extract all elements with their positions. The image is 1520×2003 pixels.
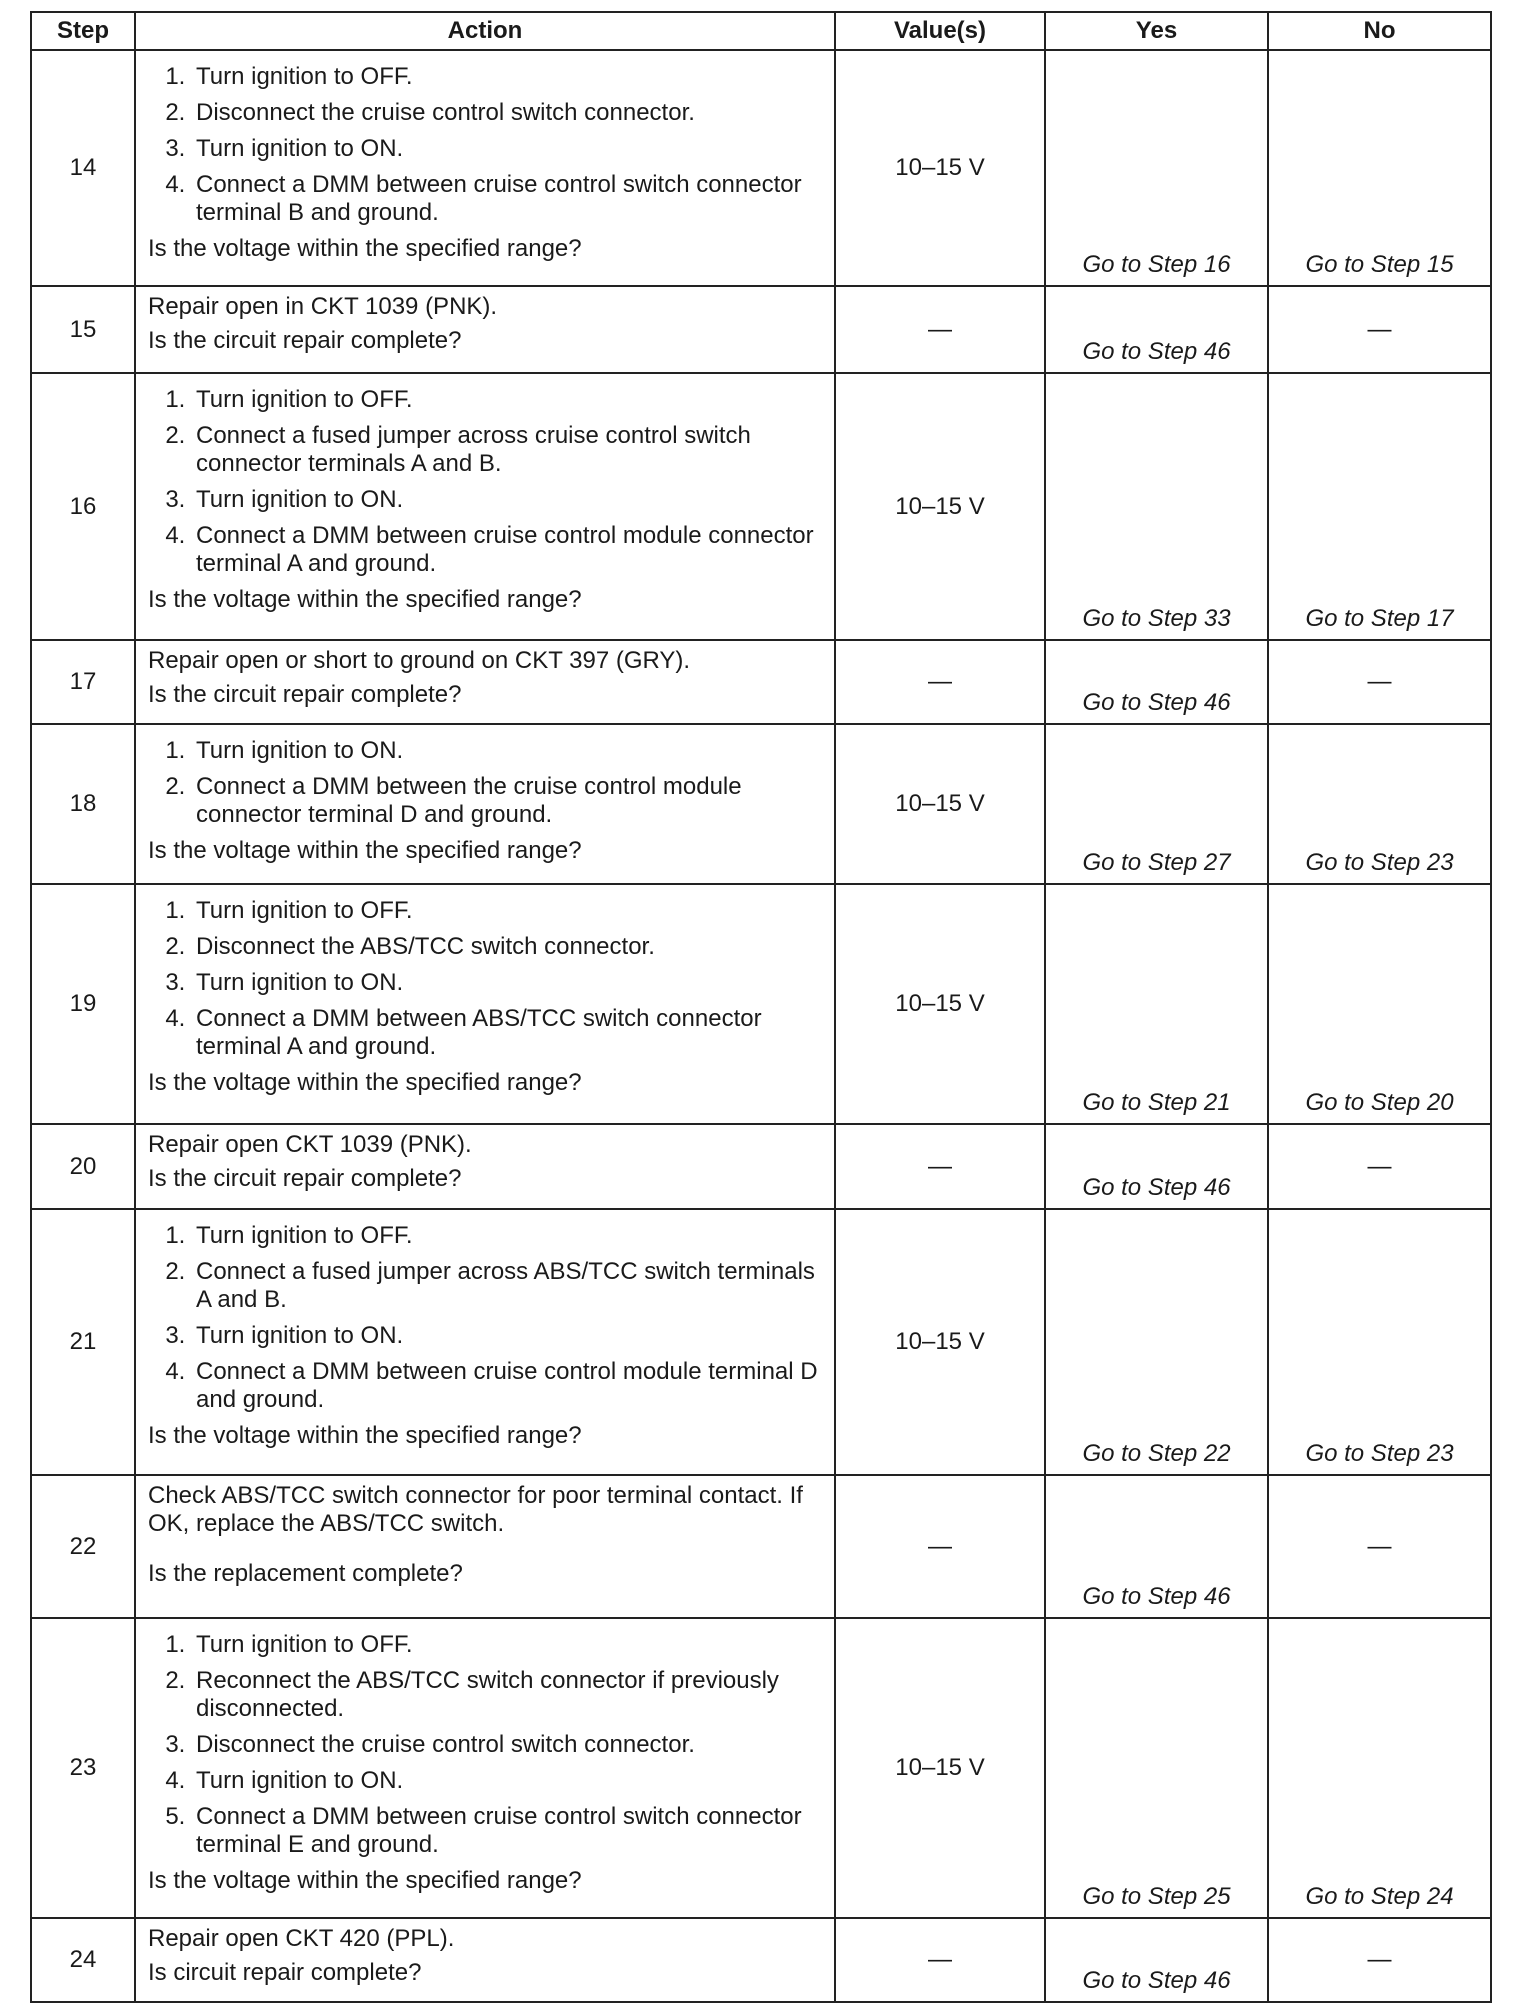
action-text: Repair open or short to ground on CKT 397 (GRY).: [148, 647, 691, 674]
action-steps-list: [148, 737, 824, 829]
no-cell: —: [1268, 1124, 1491, 1209]
table-row: [31, 1918, 1491, 2002]
action-question: Is the circuit repair complete?: [148, 1165, 462, 1192]
header-row: [31, 12, 1491, 50]
action-step: 3. Turn ignition to ON.: [192, 1322, 824, 1350]
action-step: 1. Turn ignition to OFF.: [192, 386, 824, 414]
action-step: 4. Turn ignition to ON.: [192, 1767, 824, 1795]
table-row: [31, 286, 1491, 373]
no-cell: —: [1268, 640, 1491, 724]
step-number: 15: [31, 286, 135, 373]
value-cell: —: [835, 640, 1045, 724]
diagnostic-table: [30, 11, 1492, 2003]
action-step: 2. Disconnect the cruise control switch connector.: [192, 99, 824, 127]
action-step: 4. Connect a DMM between cruise control module terminal D and ground.: [192, 1358, 824, 1414]
action-cell: [135, 1124, 835, 1209]
action-cell: [135, 640, 835, 724]
header-step: Step: [31, 12, 135, 50]
no-cell: —: [1268, 286, 1491, 373]
no-cell: Go to Step 17: [1268, 373, 1491, 640]
no-cell: Go to Step 24: [1268, 1618, 1491, 1918]
action-step: 2. Connect a fused jumper across ABS/TCC switch terminals A and B.: [192, 1258, 824, 1314]
action-steps-list: [148, 63, 824, 227]
step-number: 16: [31, 373, 135, 640]
action-step: 2. Disconnect the ABS/TCC switch connector.: [192, 933, 824, 961]
action-cell: [135, 373, 835, 640]
action-text: Repair open CKT 1039 (PNK).: [148, 1131, 472, 1158]
yes-cell: Go to Step 21: [1045, 884, 1268, 1124]
yes-cell: Go to Step 27: [1045, 724, 1268, 884]
no-cell: Go to Step 15: [1268, 50, 1491, 286]
step-number: 14: [31, 50, 135, 286]
action-steps-list: [148, 1631, 824, 1859]
value-cell: —: [835, 1124, 1045, 1209]
value-cell: 10–15 V: [835, 1209, 1045, 1475]
no-cell: Go to Step 23: [1268, 1209, 1491, 1475]
action-step: 3. Turn ignition to ON.: [192, 969, 824, 997]
yes-cell: Go to Step 46: [1045, 1475, 1268, 1618]
action-question: Is the voltage within the specified range?: [148, 586, 582, 613]
value-cell: 10–15 V: [835, 50, 1045, 286]
step-number: 19: [31, 884, 135, 1124]
action-cell: [135, 1618, 835, 1918]
table-row: [31, 884, 1491, 1124]
action-step: 1. Turn ignition to OFF.: [192, 1222, 824, 1250]
yes-cell: Go to Step 25: [1045, 1618, 1268, 1918]
value-cell: —: [835, 1475, 1045, 1618]
yes-cell: Go to Step 16: [1045, 50, 1268, 286]
action-step: 1. Turn ignition to OFF.: [192, 897, 824, 925]
yes-cell: Go to Step 46: [1045, 1918, 1268, 2002]
action-step: 2. Connect a fused jumper across cruise control switch connector terminals A and B.: [192, 422, 824, 478]
value-cell: —: [835, 1918, 1045, 2002]
step-number: 21: [31, 1209, 135, 1475]
no-cell: —: [1268, 1475, 1491, 1618]
action-step: 3. Disconnect the cruise control switch connector.: [192, 1731, 824, 1759]
table-row: [31, 724, 1491, 884]
action-cell: [135, 724, 835, 884]
table-row: [31, 1124, 1491, 1209]
step-number: 24: [31, 1918, 135, 2002]
yes-cell: Go to Step 46: [1045, 640, 1268, 724]
header-values: Value(s): [835, 12, 1045, 50]
no-cell: Go to Step 23: [1268, 724, 1491, 884]
table-row: [31, 50, 1491, 286]
action-step: 4. Connect a DMM between cruise control module connector terminal A and ground.: [192, 522, 824, 578]
action-cell: [135, 1918, 835, 2002]
step-number: 18: [31, 724, 135, 884]
action-question: Is the voltage within the specified range?: [148, 235, 582, 262]
value-cell: 10–15 V: [835, 884, 1045, 1124]
no-cell: Go to Step 20: [1268, 884, 1491, 1124]
action-step: 5. Connect a DMM between cruise control switch connector terminal E and ground.: [192, 1803, 824, 1859]
header-action: Action: [135, 12, 835, 50]
step-number: 17: [31, 640, 135, 724]
action-question: Is the voltage within the specified range?: [148, 1422, 582, 1449]
action-step: 1. Turn ignition to ON.: [192, 737, 824, 765]
action-text: Repair open CKT 420 (PPL).: [148, 1925, 455, 1952]
value-cell: 10–15 V: [835, 724, 1045, 884]
no-cell: —: [1268, 1918, 1491, 2002]
header-yes: Yes: [1045, 12, 1268, 50]
action-text: Repair open in CKT 1039 (PNK).: [148, 293, 498, 320]
action-text: Check ABS/TCC switch connector for poor terminal contact. If OK, replace the ABS/TCC switch.: [148, 1482, 803, 1537]
table-body: [31, 50, 1491, 2002]
table-row: [31, 640, 1491, 724]
action-question: Is the voltage within the specified range?: [148, 1867, 582, 1894]
yes-cell: Go to Step 46: [1045, 286, 1268, 373]
action-step: 1. Turn ignition to OFF.: [192, 63, 824, 91]
action-question: Is the voltage within the specified range?: [148, 1069, 582, 1096]
table-row: [31, 1618, 1491, 1918]
table-row: [31, 1209, 1491, 1475]
header-no: No: [1268, 12, 1491, 50]
action-question: Is circuit repair complete?: [148, 1959, 422, 1986]
action-steps-list: [148, 386, 824, 578]
step-number: 22: [31, 1475, 135, 1618]
action-step: 3. Turn ignition to ON.: [192, 135, 824, 163]
action-step: 4. Connect a DMM between cruise control switch connector terminal B and ground.: [192, 171, 824, 227]
value-cell: 10–15 V: [835, 373, 1045, 640]
action-cell: [135, 1475, 835, 1618]
action-step: 2. Reconnect the ABS/TCC switch connector if previously disconnected.: [192, 1667, 824, 1723]
table-row: [31, 1475, 1491, 1618]
action-step: 1. Turn ignition to OFF.: [192, 1631, 824, 1659]
yes-cell: Go to Step 22: [1045, 1209, 1268, 1475]
table-row: [31, 373, 1491, 640]
action-cell: [135, 1209, 835, 1475]
action-step: 3. Turn ignition to ON.: [192, 486, 824, 514]
action-cell: [135, 286, 835, 373]
action-question: Is the voltage within the specified range?: [148, 837, 582, 864]
action-step: 2. Connect a DMM between the cruise control module connector terminal D and ground.: [192, 773, 824, 829]
action-steps-list: [148, 1222, 824, 1414]
action-step: 4. Connect a DMM between ABS/TCC switch connector terminal A and ground.: [192, 1005, 824, 1061]
action-question: Is the circuit repair complete?: [148, 327, 462, 354]
action-steps-list: [148, 897, 824, 1061]
step-number: 23: [31, 1618, 135, 1918]
action-cell: [135, 884, 835, 1124]
action-question: Is the circuit repair complete?: [148, 681, 462, 708]
step-number: 20: [31, 1124, 135, 1209]
value-cell: —: [835, 286, 1045, 373]
yes-cell: Go to Step 46: [1045, 1124, 1268, 1209]
value-cell: 10–15 V: [835, 1618, 1045, 1918]
action-cell: [135, 50, 835, 286]
action-question: Is the replacement complete?: [148, 1560, 463, 1587]
yes-cell: Go to Step 33: [1045, 373, 1268, 640]
